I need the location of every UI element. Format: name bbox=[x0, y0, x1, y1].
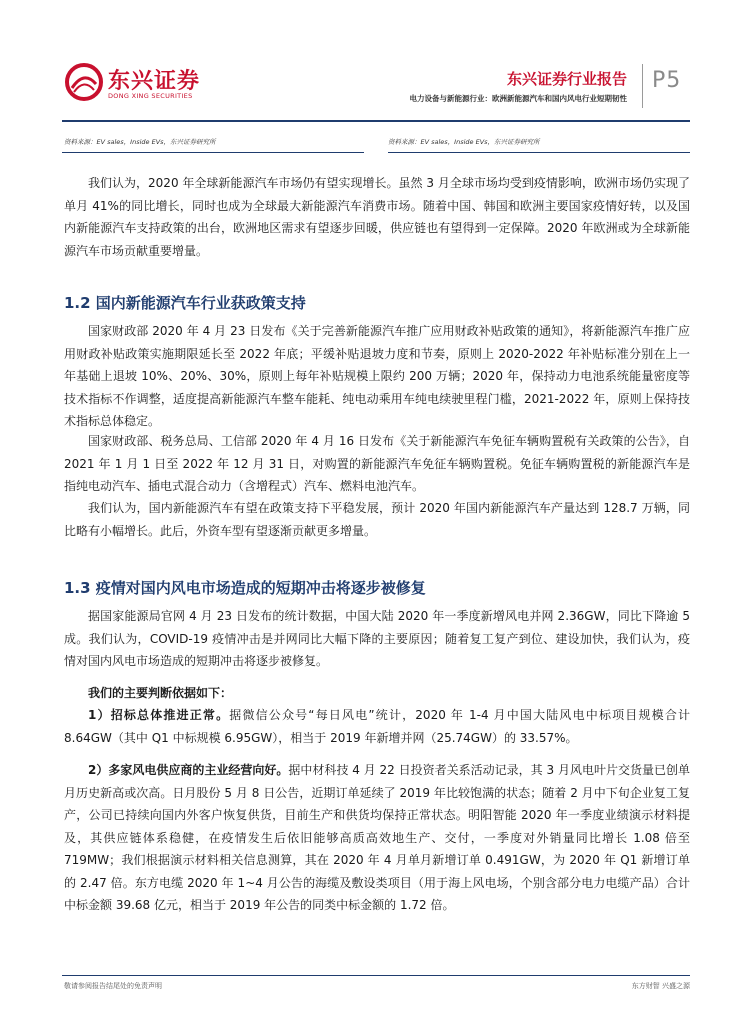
section-1-3-heading: 1.3 疫情对国内风电市场造成的短期冲击将逐步被修复 bbox=[64, 579, 426, 597]
source-rule-right bbox=[388, 152, 690, 153]
page-number-divider bbox=[642, 64, 643, 108]
basis-point-1-lead: 1）招标总体推进正常。 bbox=[88, 708, 230, 722]
basis-point-2-body: 据中材科技 4 月 22 日投资者关系活动记录，其 3 月风电叶片交货量已创单月历史新高或次高。日月股份 5 月 8 日公告，近期订单延续了 2019 年比较饱满的状态；随着 2 月中下旬企业复工复产，公司已持续向国内外客户恢复供货，目前生产和供货均保持正常状态。明阳智能 2020 年一季度业绩演示材料提及，其供应链体系稳健，在疫情发生后依旧能够高质高效地生产、交付，一季度对外销量同比增长 1.08 倍至 719MW；我们根据演示材料相关信息测算，其在 2020 年 4 月单月新增订单 0.491GW，为 2020 年 Q1 新增订单的 2.47 倍。东方电缆 2020 年 1~4 月公告的海缆及敷设类项目（用于海上风电场，个别含部分电力电缆产品）合计中标金额 39.68 亿元，相当于 2019 年公告的同类中标金额的 1.72 倍。 bbox=[64, 763, 690, 912]
report-subtitle: 电力设备与新能源行业：欧洲新能源汽车和国内风电行业短期韧性 bbox=[409, 94, 627, 103]
section-1-2-paragraph-1: 国家财政部 2020 年 4 月 23 日发布《关于完善新能源汽车推广应用财政补贴政策的通知》，将新能源汽车推广应用财政补贴政策实施期限延长至 2022 年底；平缓补贴退坡力度和节奏，原则上 2020-2022 年补贴标准分别在上一年基础上退坡 10%、20%、30%，原则上每年补贴规模上限约 200 万辆；2020 年，保持动力电池系统能量密度等技术指标不作调整，适度提高新能源汽车整车能耗、纯电动乘用车纯电续驶里程门槛，2021-2022 年，原则上保持技术指标总体稳定。 bbox=[64, 324, 690, 428]
logo-english-name: DONG XING SECURITIES bbox=[108, 92, 193, 100]
source-rule-left bbox=[62, 152, 364, 153]
source-note-right: 资料来源：EV sales，Inside EVs，东兴证券研究所 bbox=[388, 138, 540, 146]
footer-rule bbox=[62, 975, 690, 976]
page-number: P5 bbox=[652, 68, 682, 93]
header-rule bbox=[62, 120, 690, 122]
basis-point-2-lead: 2）多家风电供应商的主业经营向好。 bbox=[88, 763, 289, 777]
source-note-left: 资料来源：EV sales，Inside EVs，东兴证券研究所 bbox=[64, 138, 216, 146]
company-logo bbox=[64, 62, 201, 102]
footer-slogan: 东方财智 兴盛之源 bbox=[631, 982, 690, 990]
basis-point-2 bbox=[64, 759, 690, 917]
report-brand-title: 东兴证券行业报告 bbox=[506, 70, 627, 88]
logo-chinese-name: 东兴证券 bbox=[108, 69, 201, 94]
intro-paragraph: 我们认为，2020 年全球新能源汽车市场仍有望实现增长。虽然 3 月全球市场均受到疫情影响，欧洲市场仍实现了单月 41%的同比增长，同时也成为全球最大新能源汽车消费市场。随着中国、韩国和欧洲主要国家疫情好转，以及国内新能源汽车支持政策的出台，欧洲地区需求有望逐步回暖，供应链也有望得到一定保障。2020 年欧洲或为全球新能源汽车市场贡献重要增量。 bbox=[64, 176, 690, 258]
logo-emblem-icon bbox=[64, 62, 104, 102]
basis-point-1 bbox=[64, 704, 690, 749]
footer-disclaimer: 敬请参阅报告结尾处的免责声明 bbox=[64, 982, 162, 990]
section-1-2-heading: 1.2 国内新能源汽车行业获政策支持 bbox=[64, 294, 306, 312]
section-1-2-paragraph-3: 我们认为，国内新能源汽车有望在政策支持下平稳发展，预计 2020 年国内新能源汽车产量达到 128.7 万辆，同比略有小幅增长。此后，外资车型有望逐渐贡献更多增量。 bbox=[64, 501, 690, 538]
basis-heading: 我们的主要判断依据如下： bbox=[88, 686, 233, 700]
section-1-2-paragraph-2: 国家财政部、税务总局、工信部 2020 年 4 月 16 日发布《关于新能源汽车免征车辆购置税有关政策的公告》，自 2021 年 1 月 1 日至 2022 年 12 月 31 日，对购置的新能源汽车免征车辆购置税。免征车辆购置税的新能源汽车是指纯电动汽车、插电式混合动力（含增程式）汽车、燃料电池汽车。 bbox=[64, 434, 690, 493]
section-1-3-paragraph-1: 据国家能源局官网 4 月 23 日发布的统计数据，中国大陆 2020 年一季度新增风电并网 2.36GW，同比下降逾 5 成。我们认为，COVID-19 疫情冲击是并网同比大幅下降的主要原因；随着复工复产到位、建设加快，我们认为，疫情对国内风电市场造成的短期冲击将逐步被修复。 bbox=[64, 609, 690, 668]
basis-point-1-body: 据微信公众号“每日风电”统计，2020 年 1-4 月中国大陆风电中标项目规模合计 8.64GW（其中 Q1 中标规模 6.95GW），相当于 2019 年新增并网（25.74GW）的 33.57%。 bbox=[64, 708, 690, 745]
